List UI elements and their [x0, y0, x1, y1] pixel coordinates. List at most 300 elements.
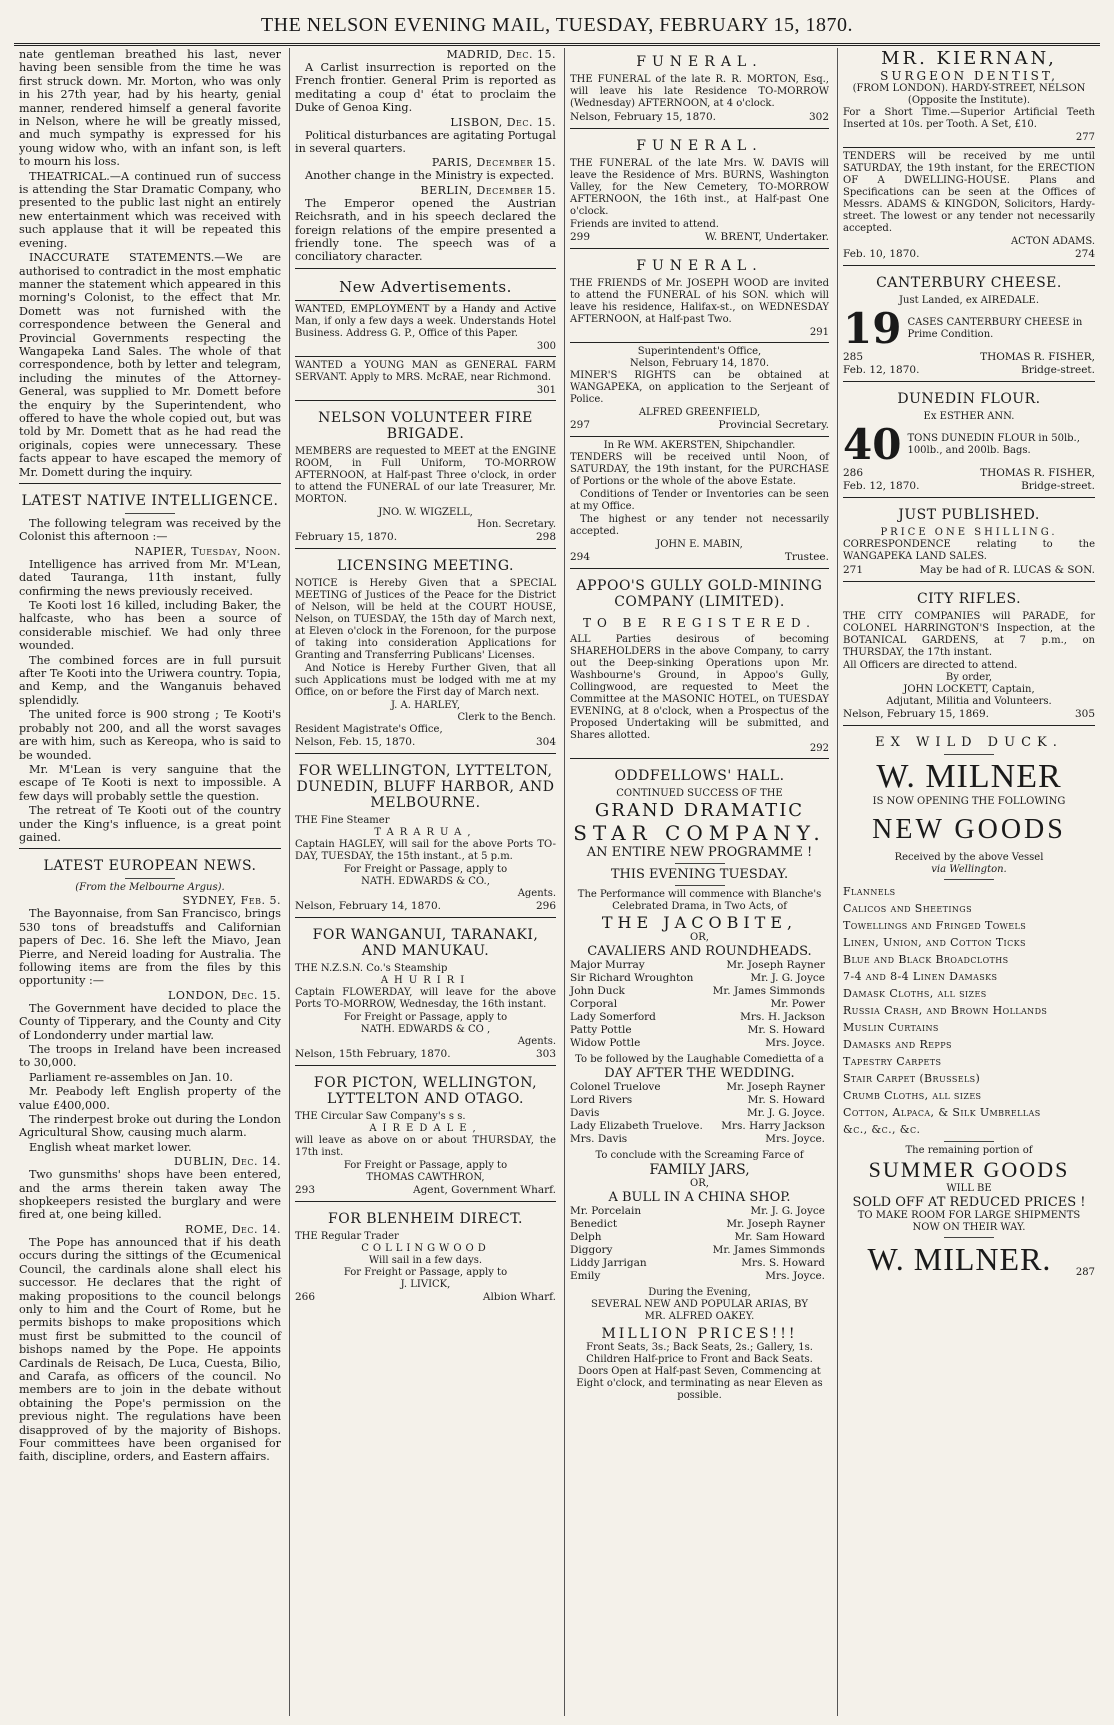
cast-row — [570, 959, 829, 972]
column-4 — [837, 48, 1100, 1716]
native-p1: Intelligence has arrived from Mr. M'Lean, dated Tauranga, 11th instant, fully confirming the news previously received. — [19, 557, 281, 598]
cast-list-wedding — [570, 1081, 829, 1146]
funeral-2-text: THE FUNERAL of the late Mrs. W. DAVIS will leave the Residence of Mrs. BURNS, Washington Valley, for the New Cemetery, TO-MORROW AFTERNOON, the 16th inst., at Half-past One o'clock. — [570, 158, 829, 217]
cast-row — [570, 1244, 829, 1257]
goods-item: Linen, Union, and Cotton Ticks — [843, 936, 1026, 949]
cast-actor: Mrs. Joyce. — [765, 1133, 825, 1145]
cheese-street: Bridge-street. — [1021, 364, 1095, 376]
appoos-gully-ad — [570, 568, 829, 754]
divider — [675, 863, 725, 864]
london-dateline: LONDON, Dec. 15. — [168, 988, 281, 1002]
akersten-heading: In Re WM. AKERSTEN, Shipchandler. — [603, 440, 796, 451]
european-p5: Mr. Peabody left English property of the value £400,000. — [19, 1085, 281, 1112]
cast-actor: Mr. S. Howard — [747, 1024, 825, 1036]
dwelling-tender-text: TENDERS will be received by me until SATURDAY, the 19th instant, for the ERECTION OF A DWELLING-HOUSE. Plans and Specifications can be seen at the Offices of Messrs. ADAMS & KINGDON, Solicitors, Hardy-street. The lowest or any tender not necessarily accepted. — [843, 151, 1095, 234]
ship3-agent: THOMAS CAWTHRON, — [366, 1171, 485, 1183]
cheese-quantity: 19 — [843, 304, 902, 353]
ad-number: 298 — [535, 530, 556, 543]
akersten-p2: Conditions of Tender or Inventories can be seen at my Office. — [570, 489, 829, 512]
ship4-agents-label: Albion Wharf. — [482, 1290, 556, 1303]
flour-quantity: 40 — [843, 420, 902, 469]
cast-role: Lord Rivers — [570, 1094, 633, 1106]
ad-number: 296 — [535, 899, 556, 912]
dentist-address: (FROM LONDON). HARDY-STREET, NELSON — [852, 83, 1086, 94]
miners-office: Superintendent's Office, — [637, 346, 762, 357]
cast-actor: Mr. J. G. Joyce — [750, 1205, 825, 1217]
wanted-2-text: WANTED a YOUNG MAN as GENERAL FARM SERVANT. Apply to MRS. McRAE, near Richmond. — [295, 359, 556, 383]
cast-actor: Mrs. Joyce. — [765, 1270, 825, 1282]
dwelling-tender-signatory: ACTON ADAMS. — [1010, 236, 1095, 247]
paris-dateline: PARIS, December 15. — [431, 156, 556, 170]
ship2-intro: THE N.Z.S.N. Co.'s Steamship — [295, 962, 448, 974]
theatrical-notice: THEATRICAL.—A continued run of success is attending the Star Dramatic Company, who presented to the public last night an entirely new entertainment which was received with such applause that it will be repeated this evening. — [19, 169, 281, 250]
column-3 — [564, 48, 834, 1716]
funeral-1-heading: FUNERAL. — [636, 54, 763, 70]
make-room-text: TO MAKE ROOM FOR LARGE SHIPMENTS NOW ON THEIR WAY. — [857, 1210, 1081, 1233]
flour-heading: DUNEDIN FLOUR. — [897, 391, 1041, 407]
cheese-signatory: THOMAS R. FISHER, — [980, 351, 1095, 363]
funeral-3-heading: FUNERAL. — [636, 258, 763, 274]
ad-number: 302 — [808, 111, 829, 123]
native-p5: Mr. M'Lean is very sanguine that the escape of Te Kooti is next to impossible. A few days will probably settle the question. — [19, 762, 281, 803]
hall-play-4: A BULL IN A CHINA SHOP. — [608, 1190, 791, 1205]
via-text: via Wellington. — [931, 864, 1007, 875]
ship1-agents-label: Agents. — [517, 887, 556, 899]
dentist-ad — [843, 48, 1095, 143]
fire-heading: NELSON VOLUNTEER FIRE BRIGADE. — [318, 409, 533, 442]
fire-signatory: JNO. W. WIGZELL, — [378, 506, 473, 518]
goods-item: Blue and Black Broadcloths — [843, 953, 1009, 966]
miners-signatory: ALFRED GREENFIELD, — [638, 407, 761, 418]
goods-item: &c., &c., &c. — [843, 1123, 921, 1136]
cast-role: Liddy Jarrigan — [570, 1257, 647, 1269]
collingwood-shipping-ad — [295, 1201, 556, 1304]
cast-actor: Mrs. S. Howard — [741, 1257, 825, 1269]
ad-number: 301 — [536, 384, 556, 396]
european-p3: The troops in Ireland have been increased to 30,000. — [19, 1043, 281, 1070]
hall-heading: ODDFELLOWS' HALL. — [614, 768, 785, 784]
cast-role: Davis — [570, 1107, 600, 1119]
ad-number: 294 — [570, 551, 591, 563]
goods-item: 7-4 and 8-4 Linen Damasks — [843, 970, 998, 983]
european-source: (From the Melbourne Argus). — [75, 882, 225, 894]
cheese-date: Feb. 12, 1870. — [843, 364, 920, 376]
cast-row — [570, 985, 829, 998]
ad-number: 304 — [535, 735, 556, 748]
ship3-agents-label: Agent, Government Wharf. — [413, 1183, 556, 1196]
fire-signatory-title: Hon. Secretary. — [477, 518, 556, 530]
cast-role: Corporal — [570, 998, 618, 1010]
ad-number: 297 — [570, 419, 591, 431]
column-2 — [289, 48, 561, 1716]
european-p9: The Pope has announced that if his death occurs during the sittings of the Œcumenical Council, the cardinals alone shall elect his successor. He declares that the right of making propositions to the council belongs only to him and the Court of Rome, but he permits bishops to make propositions which must first be submitted to the council of bishops named by the Pope. He appoints Cardinals de Reisach, De Luca, Cuesta, Bilio, and Carafa, as officers of the council. No members are to join in the debate without obtaining the Pope's permission on the previous night. The regulations have been disapproved of by the majority of Bishops. Four committees have been organised for faith, discipline, orders, and Eastern affairs. — [19, 1235, 281, 1464]
ship3-name: AIREDALE, — [369, 1122, 482, 1134]
ship4-intro: THE Regular Trader — [295, 1230, 399, 1242]
cast-role: Major Murray — [570, 959, 645, 971]
hall-evening: THIS EVENING TUESDAY. — [610, 867, 789, 882]
hall-star-company: STAR COMPANY. — [573, 821, 826, 845]
funeral-2-heading: FUNERAL. — [636, 138, 763, 154]
ad-number: 299 — [570, 231, 591, 243]
cast-row — [570, 1037, 829, 1050]
madrid-text: A Carlist insurrection is reported on the French frontier. General Prim is reported as meditating a coup d' état to proclaim the Duke of Genoa King. — [295, 61, 556, 115]
berlin-text: The Emperor opened the Austrian Reichsrath, and in his speech declared the foreign relations of the empire presented a friendly tone. The speech was of a conciliatory character. — [295, 196, 556, 264]
licensing-office: Resident Magistrate's Office, — [295, 723, 443, 735]
hall-conclude: To conclude with the Screaming Farce of — [595, 1150, 804, 1161]
divider — [944, 754, 994, 755]
native-p6: The retreat of Te Kooti out of the country under the King's influence, is a great point gained. — [19, 804, 281, 844]
funeral-2-invite: Friends are invited to attend. — [570, 219, 719, 230]
goods-item: Crumb Cloths, all sizes — [843, 1089, 982, 1102]
cast-actor: Mr. Joseph Rayner — [726, 959, 825, 971]
hall-performance: The Performance will commence with Blanche's Celebrated Drama, in Two Acts, of — [577, 889, 822, 912]
cast-row — [570, 1218, 829, 1231]
cast-row — [570, 1120, 829, 1133]
ship3-text: will leave as above on or about THURSDAY, the 17th inst. — [295, 1134, 556, 1158]
summer-goods-heading: SUMMER GOODS — [868, 1157, 1070, 1182]
hall-doors: Doors Open at Half-past Seven, Commencing at Eight o'clock, and terminating as near Eleven as possible. — [576, 1366, 823, 1401]
ad-number: 266 — [295, 1290, 316, 1303]
flour-date: Feb. 12, 1870. — [843, 480, 920, 492]
hall-play-1-sub: CAVALIERS AND ROUNDHEADS. — [587, 944, 812, 959]
ship1-text: Captain HAGLEY, will sail for the above Ports TO-DAY, TUESDAY, the 15th instant., at 5 p.m. — [295, 838, 556, 862]
morton-obituary: nate gentleman breathed his last, never having been sensible from the time he was first struck down. Mr. Morton, who was only in his 27th year, had by his hearty, genial manner, rendered himself a general favorite in Nelson, where he will be greatly missed, and much sympathy is expressed for his young widow who, with an infant son, is left to mourn his loss. — [19, 48, 281, 169]
oddfellows-hall-ad — [570, 758, 829, 1402]
ad-number: 293 — [295, 1183, 316, 1196]
milner-ad — [843, 725, 1095, 1278]
miners-rights-ad — [570, 342, 829, 432]
ship2-agents-label: Agents. — [517, 1035, 556, 1047]
miners-signatory-title: Provincial Secretary. — [718, 419, 829, 431]
paris-text: Another change in the Ministry is expected. — [305, 169, 555, 183]
gully-text: ALL Parties desirous of becoming SHAREHOLDERS in the above Company, to carry out the Deep-sinking Operations upon Mr. Washbourne's Ground, in Appoo's Gully, Collingwood, are requested to Meet the Committee at the MASONIC HOTEL, on TUESDAY EVENING, at 8 o'clock, when a Prospectus of the Proposed Undertaking will be submitted, and Shares allotted. — [570, 634, 829, 741]
cast-list-jacobite — [570, 959, 829, 1050]
miners-text: MINER'S RIGHTS can be obtained at WANGAPEKA, on application to the Serjeant of Police. — [570, 370, 829, 405]
flour-text: TONS DUNEDIN FLOUR in 50lb., 100lb., and 200lb. Bags. — [907, 433, 1080, 456]
newspaper-title: THE NELSON EVENING MAIL, TUESDAY, FEBRUARY 15, 1870. — [260, 14, 854, 36]
cheese-subheading: Just Landed, ex AIREDALE. — [899, 295, 1039, 306]
cast-actor: Mrs. Joyce. — [765, 1037, 825, 1049]
remaining-text: The remaining portion of — [905, 1145, 1033, 1156]
cast-actor: Mr. James Simmonds — [712, 985, 825, 997]
funeral-ad-2 — [570, 128, 829, 244]
divider — [944, 879, 994, 880]
fire-brigade-ad — [295, 400, 556, 544]
miners-date: Nelson, February 14, 1870. — [629, 358, 770, 369]
sydney-dateline: SYDNEY, Feb. 5. — [182, 894, 281, 908]
ship3-freight: For Freight or Passage, apply to — [343, 1159, 508, 1171]
goods-item: Russia Crash, and Brown Hollands — [843, 1004, 1048, 1017]
ad-number: 300 — [536, 340, 556, 352]
native-intro: The following telegram was received by the Colonist this afternoon :— — [19, 517, 281, 544]
ad-number: 305 — [1074, 708, 1095, 720]
goods-item: Muslin Curtains — [843, 1021, 939, 1034]
dentist-title: SURGEON DENTIST, — [880, 69, 1058, 83]
european-p6: The rinderpest broke out during the London Agricultural Show, causing much alarm. — [19, 1113, 281, 1140]
ship4-text: Will sail in a few days. — [368, 1254, 483, 1266]
cast-row — [570, 1231, 829, 1244]
ship1-freight: For Freight or Passage, apply to — [343, 863, 508, 875]
sold-off-text: SOLD OFF AT REDUCED PRICES ! — [852, 1195, 1086, 1210]
cast-row — [570, 1024, 829, 1037]
hall-follow: To be followed by the Laughable Comedietta of a — [575, 1054, 824, 1065]
licensing-p2: And Notice is Hereby Further Given, that all such Applications must be lodged with me at my Office, on or before the First day of March next. — [295, 662, 556, 698]
milner-subheading: IS NOW OPENING THE FOLLOWING — [872, 796, 1066, 807]
ad-number: 291 — [809, 327, 829, 338]
cast-row — [570, 1133, 829, 1146]
akersten-trustee: Trustee. — [784, 551, 829, 563]
milner-signature: W. MILNER. — [867, 1241, 1052, 1277]
cast-actor: Mr. S. Howard — [747, 1094, 825, 1106]
madrid-dateline: MADRID, Dec. 15. — [446, 48, 556, 61]
native-p2: Te Kooti lost 16 killed, including Baker, the halfcaste, who has been a source of considerable mischief. We had only three wounded. — [19, 599, 281, 653]
hall-play-2: DAY AFTER THE WEDDING. — [604, 1066, 795, 1081]
ship4-agent: J. LIVICK, — [400, 1278, 451, 1290]
divider — [125, 878, 175, 879]
ad-number: 274 — [1074, 248, 1095, 260]
cast-row — [570, 1205, 829, 1218]
european-p4: Parliament re-assembles on Jan. 10. — [29, 1070, 233, 1084]
cast-row — [570, 1270, 829, 1283]
european-heading: LATEST EUROPEAN NEWS. — [43, 858, 257, 875]
akersten-signatory: JOHN E. MABIN, — [656, 539, 743, 550]
akersten-p1: TENDERS will be received until Noon, of SATURDAY, the 19th instant, for the PURCHASE of Portions or the whole of the above Estate. — [570, 452, 829, 487]
ship4-freight: For Freight or Passage, apply to — [343, 1266, 508, 1278]
city-rifles-ad — [843, 581, 1095, 721]
cast-role: Diggory — [570, 1244, 613, 1256]
cast-actor: Mr. Joseph Rayner — [726, 1081, 825, 1093]
european-p2: The Government have decided to place the County of Tipperary, and the County and City of Londonderry under martial law. — [19, 1001, 281, 1042]
goods-item: Calicos and Sheetings — [843, 902, 972, 915]
cast-role: Mr. Porcelain — [570, 1205, 642, 1217]
cast-row — [570, 1257, 829, 1270]
hall-prices: MILLION PRICES!!! — [601, 1326, 798, 1342]
new-ads-heading: New Advertisements. — [339, 277, 512, 296]
lisbon-dateline: LISBON, Dec. 15. — [450, 115, 556, 129]
cast-row — [570, 998, 829, 1011]
cast-role: Emily — [570, 1270, 601, 1282]
wanted-ad-2 — [295, 356, 556, 396]
european-section — [19, 848, 281, 1463]
ad-number: 287 — [1075, 1267, 1095, 1278]
wild-duck-heading: EX WILD DUCK. — [875, 735, 1063, 750]
cast-actor: Mr. J. G. Joyce. — [747, 1107, 825, 1119]
rifles-signatory-title: Adjutant, Militia and Volunteers. — [886, 696, 1052, 707]
hall-grand-dramatic: GRAND DRAMATIC — [594, 800, 805, 821]
hall-subheading: CONTINUED SUCCESS OF THE — [616, 788, 783, 799]
gully-subheading: TO BE REGISTERED. — [583, 616, 816, 630]
ship1-intro: THE Fine Steamer — [295, 814, 390, 826]
divider — [125, 513, 175, 514]
airedale-shipping-ad — [295, 1065, 556, 1197]
divider — [944, 1141, 994, 1142]
rifles-heading: CITY RIFLES. — [916, 591, 1022, 607]
hall-or: OR, — [690, 932, 709, 943]
goods-item: Cotton, Alpaca, & Silk Umbrellas — [843, 1106, 1041, 1119]
cheese-heading: CANTERBURY CHEESE. — [876, 275, 1062, 291]
column-1 — [14, 48, 286, 1716]
native-dateline: NAPIER, Tuesday, Noon. — [134, 544, 281, 558]
received-text: Received by the above Vessel — [894, 852, 1044, 863]
ad-number: 303 — [535, 1047, 556, 1060]
publication-price: PRICE ONE SHILLING. — [880, 527, 1058, 538]
ad-number: 271 — [843, 564, 864, 576]
cheese-text: CASES CANTERBURY CHEESE in Prime Condition. — [907, 317, 1083, 340]
funeral-ad-1 — [570, 54, 829, 124]
hall-oakey: MR. ALFRED OAKEY. — [644, 1311, 755, 1322]
goods-item: Flannels — [843, 885, 896, 898]
wanted-ad-1 — [295, 300, 556, 352]
ship4-heading: FOR BLENHEIM DIRECT. — [328, 1210, 523, 1227]
cast-role: Delph — [570, 1231, 602, 1243]
funeral-1-text: THE FUNERAL of the late R. R. MORTON, Esq., will leave his late Residence TO-MORROW (Wednesday) AFTERNOON, at 4 o'clock. — [570, 74, 829, 109]
flour-street: Bridge-street. — [1021, 480, 1095, 492]
licensing-date: Nelson, Feb. 15, 1870. — [295, 735, 416, 748]
cast-actor: Mr. J. G. Joyce — [750, 972, 825, 984]
dentist-opposite: (Opposite the Institute). — [907, 95, 1031, 106]
goods-item: Damask Cloths, all sizes — [843, 987, 987, 1000]
cast-actor: Mr. Power — [770, 998, 825, 1010]
cast-role: Widow Pottle — [570, 1037, 641, 1049]
ship1-name: TARARUA, — [374, 826, 477, 838]
ship1-heading: FOR WELLINGTON, LYTTELTON, DUNEDIN, BLUFF HARBOR, AND MELBOURNE. — [296, 762, 555, 811]
fire-text: MEMBERS are requested to MEET at the ENGINE ROOM, in Full Uniform, TO-MORROW AFTERNOON, at Half-past Three o'clock, in order to attend the FUNERAL of our late Treasurer, Mr. MORTON. — [295, 445, 556, 505]
hall-or-2: OR, — [690, 1178, 709, 1189]
dwelling-tender-date: Feb. 10, 1870. — [843, 248, 920, 260]
funeral-ad-3 — [570, 248, 829, 338]
goods-item: Towellings and Fringed Towels — [843, 919, 1027, 932]
cast-role: Lady Elizabeth Truelove. — [570, 1120, 703, 1132]
goods-item: Stair Carpet (Brussels) — [843, 1072, 981, 1085]
ship2-agent: NATH. EDWARDS & CO , — [360, 1023, 491, 1035]
flour-ad — [843, 381, 1095, 493]
cast-role: Patty Pottle — [570, 1024, 632, 1036]
licensing-p1: NOTICE is Hereby Given that a SPECIAL MEETING of Justices of the Peace for the District of Nelson, will be held at the COURT HOUSE, Nelson, on TUESDAY, the 15th day of March next, at Eleven o'clock in the Forenoon, for the purpose of taking into consideration Applications for Granting and Transferring Publicans' Licenses. — [295, 577, 556, 661]
flour-signatory: THOMAS R. FISHER, — [980, 467, 1095, 479]
funeral-2-undertaker: W. BRENT, Undertaker. — [704, 231, 829, 243]
cast-list-farce — [570, 1205, 829, 1283]
berlin-dateline: BERLIN, December 15. — [420, 183, 556, 197]
hall-play-3: FAMILY JARS, — [649, 1162, 750, 1178]
fire-date: February 15, 1870. — [295, 530, 398, 543]
dentist-name: MR. KIERNAN, — [881, 48, 1057, 69]
dublin-dateline: DUBLIN, Dec. 14. — [173, 1155, 281, 1169]
ship2-freight: For Freight or Passage, apply to — [343, 1011, 508, 1023]
cast-row — [570, 1081, 829, 1094]
goods-item: Tapestry Carpets — [843, 1055, 942, 1068]
hall-seats: Front Seats, 3s.; Back Seats, 2s.; Gallery, 1s. Children Half-price to Front and Back Seats. — [586, 1342, 813, 1365]
european-p8: Two gunsmiths' shops have been entered, and the arms therein taken away The shopkeepers resisted the burglary and were fired at, one being killed. — [19, 1168, 281, 1222]
cheese-ad — [843, 265, 1095, 377]
publication-text: CORRESPONDENCE relating to the WANGAPEKA LAND SALES. — [843, 539, 1095, 562]
ad-number: 286 — [843, 467, 864, 479]
rifles-by-order: By order, — [945, 672, 993, 683]
ad-number: 292 — [809, 743, 829, 754]
tararua-shipping-ad — [295, 753, 556, 913]
divider — [944, 1237, 994, 1238]
cast-row — [570, 1107, 829, 1120]
flour-subheading: Ex ESTHER ANN. — [923, 411, 1015, 422]
funeral-3-text: THE FRIENDS of Mr. JOSEPH WOOD are invited to attend the FUNERAL of his SON. which will leave his residence, Halifax-st., on WEDNESDAY AFTERNOON, at Half-past Two. — [570, 278, 829, 325]
cast-row — [570, 1094, 829, 1107]
hall-during: During the Evening, — [648, 1287, 751, 1298]
native-section — [19, 483, 281, 844]
native-p3: The combined forces are in full pursuit after Te Kooti into the Uriwera country. Topia, and Kemp, and the Wanganuis behaved splendidly. — [19, 653, 281, 707]
ship2-heading: FOR WANGANUI, TARANAKI, AND MANUKAU. — [312, 926, 539, 959]
goods-list — [843, 883, 1095, 1138]
dwelling-tender-ad — [843, 147, 1095, 261]
licensing-heading: LICENSING MEETING. — [336, 557, 515, 574]
hall-play-1: THE JACOBITE, — [601, 913, 798, 932]
cast-role: Colonel Truelove — [570, 1081, 661, 1093]
ship2-date: Nelson, 15th February, 1870. — [295, 1047, 451, 1060]
cast-role: Benedict — [570, 1218, 618, 1230]
cast-actor: Mrs. H. Jackson — [740, 1011, 825, 1023]
rifles-signatory: JOHN LOCKETT, Captain, — [903, 684, 1035, 695]
ship2-text: Captain FLOWERDAY, will leave for the above Ports TO-MORROW, Wednesday, the 16th instant. — [295, 986, 556, 1010]
masthead — [14, 4, 1100, 46]
wanted-1-text: WANTED, EMPLOYMENT by a Handy and Active Man, if only a few days a week. Understands Hotel Business. Address G. P., Office of this Paper. — [295, 303, 556, 339]
inaccurate-statements: INACCURATE STATEMENTS.—We are authorised to contradict in the most emphatic manner the statement which appeared in this morning's Colonist, to the effect that Mr. Domett was not furnished with the correspondence between the General and Provincial Governments respecting the Wangapeka Land Sales. The whole of that correspondence, both by letter and telegram, including the minutes of the Attorney-General, was supplied to Mr. Domett before the enquiry by the Superintendent, who offered to have the whole copied out, but was told by Mr. Domett that as he had read the originals, copies were unnecessary. These facts appear to have escaped the memory of Mr. Domett during the inquiry. — [19, 251, 281, 479]
publication-seller: May be had of R. LUCAS & SON. — [919, 564, 1095, 576]
rifles-officers: All Officers are directed to attend. — [843, 660, 1018, 671]
cast-actor: Mr. Joseph Rayner — [726, 1218, 825, 1230]
native-p4: The united force is 900 strong ; Te Kooti's probably not 200, and all the worst savages are with him, such as Kereopa, who is said to be wounded. — [19, 708, 281, 762]
lisbon-text: Political disturbances are agitating Portugal in several quarters. — [295, 128, 556, 156]
licensing-signatory-title: Clerk to the Bench. — [457, 711, 556, 723]
cast-role: Sir Richard Wroughton — [570, 972, 694, 984]
cast-actor: Mr. Sam Howard — [734, 1231, 825, 1243]
gully-heading: APPOO'S GULLY GOLD-MINING COMPANY (LIMITED). — [576, 578, 823, 610]
dentist-text: For a Short Time.—Superior Artificial Teeth Inserted at 10s. per Tooth. A Set, £10. — [843, 107, 1095, 130]
licensing-ad — [295, 548, 556, 749]
cast-actor: Mrs. Harry Jackson — [721, 1120, 825, 1132]
ship1-date: Nelson, February 14, 1870. — [295, 899, 441, 912]
divider — [675, 885, 725, 886]
akersten-p3: The highest or any tender not necessarily accepted. — [570, 514, 829, 537]
ship1-agent: NATH. EDWARDS & CO., — [361, 875, 490, 887]
cast-row — [570, 1011, 829, 1024]
hall-arias: SEVERAL NEW AND POPULAR ARIAS, BY — [591, 1299, 808, 1310]
cast-role: Mrs. Davis — [570, 1133, 628, 1145]
new-ads-banner — [295, 268, 556, 296]
cast-row — [570, 972, 829, 985]
cast-actor: Mr. James Simmonds — [712, 1244, 825, 1256]
new-goods-heading: NEW GOODS — [872, 814, 1066, 845]
funeral-1-date: Nelson, February 15, 1870. — [570, 111, 716, 123]
akersten-tender-ad — [570, 436, 829, 564]
ad-number: 277 — [1075, 132, 1095, 143]
ship3-intro: THE Circular Saw Company's s s. — [295, 1110, 466, 1122]
ship4-name: COLLINGWOOD — [361, 1242, 490, 1254]
ship2-name: AHURIRI — [380, 974, 471, 986]
cast-role: John Duck — [570, 985, 625, 997]
european-p7: English wheat market lower. — [29, 1140, 192, 1154]
page-columns — [14, 48, 1100, 1716]
rifles-date: Nelson, February 15, 1869. — [843, 708, 989, 720]
milner-name: W. MILNER — [876, 758, 1062, 795]
publication-heading: JUST PUBLISHED. — [898, 507, 1040, 523]
hall-programme: AN ENTIRE NEW PROGRAMME ! — [586, 845, 813, 860]
native-heading: LATEST NATIVE INTELLIGENCE. — [21, 493, 279, 509]
will-be-text: WILL BE — [946, 1183, 992, 1194]
rifles-text: THE CITY COMPANIES will PARADE, for COLONEL HARRINGTON'S Inspection, at the BOTANICAL GARDENS, at 7 p.m., on THURSDAY, the 17th instant. — [843, 611, 1095, 658]
european-p1: The Bayonnaise, from San Francisco, brings 530 tons of breadstuffs and Californian papers of Dec. 16. She left the Miavo, Jean Pierre, and Nereid loading for Australia. The following items are from the files by this opportunity :— — [19, 907, 281, 988]
goods-item: Damasks and Repps — [843, 1038, 952, 1051]
rome-dateline: ROME, Dec. 14. — [185, 1222, 281, 1236]
ahuriri-shipping-ad — [295, 917, 556, 1061]
cast-role: Lady Somerford — [570, 1011, 656, 1023]
